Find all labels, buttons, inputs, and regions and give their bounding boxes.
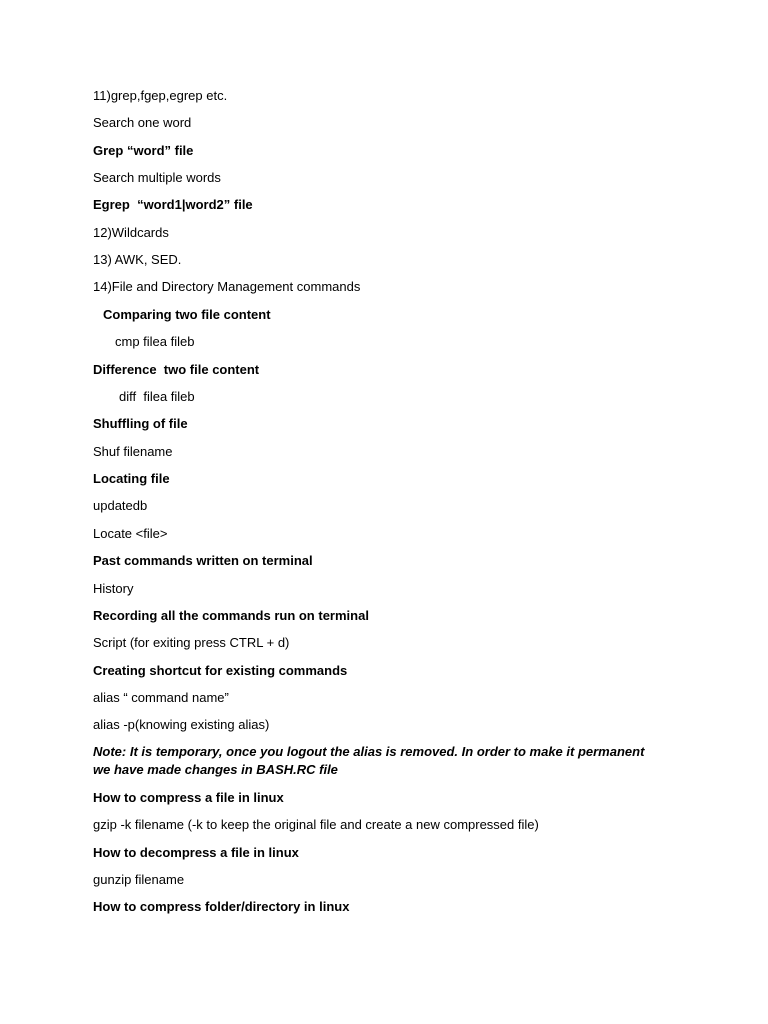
command-locate: Locate <file> (93, 526, 168, 541)
command-grep-word: Grep “word” file (93, 143, 194, 158)
label-locating-file: Locating file (93, 471, 170, 486)
label-compress-file: How to compress a file in linux (93, 790, 284, 805)
command-gzip: gzip -k filename (-k to keep the original file and create a new compressed file) (93, 817, 539, 832)
heading-file-directory-management: 14)File and Directory Management commands (93, 279, 361, 294)
command-diff: diff filea fileb (119, 389, 195, 404)
label-creating-shortcut: Creating shortcut for existing commands (93, 663, 348, 678)
command-gunzip: gunzip filename (93, 872, 185, 887)
label-comparing-files: Comparing two file content (103, 307, 271, 322)
command-cmp: cmp filea fileb (115, 334, 195, 349)
command-script: Script (for exiting press CTRL + d) (93, 635, 290, 650)
label-compress-folder: How to compress folder/directory in linux (93, 899, 350, 914)
label-recording-commands: Recording all the commands run on terminal (93, 608, 369, 623)
label-past-commands: Past commands written on terminal (93, 553, 313, 568)
heading-awk-sed: 13) AWK, SED. (93, 252, 182, 267)
label-difference-files: Difference two file content (93, 362, 260, 377)
command-alias-p: alias -p(knowing existing alias) (93, 717, 270, 732)
label-shuffling-file: Shuffling of file (93, 416, 188, 431)
command-history: History (93, 581, 134, 596)
command-egrep-words: Egrep “word1|word2” file (93, 197, 253, 212)
heading-grep-family: 11)grep,fgep,egrep etc. (93, 88, 228, 103)
text-search-multiple-words: Search multiple words (93, 170, 221, 185)
note-alias-temporary: Note: It is temporary, once you logout the alias is removed. In order to make it permanent we have made changes in BASH.RC file (93, 744, 645, 777)
heading-wildcards: 12)Wildcards (93, 225, 169, 240)
command-shuf: Shuf filename (93, 444, 173, 459)
text-search-one-word: Search one word (93, 115, 192, 130)
label-decompress-file: How to decompress a file in linux (93, 845, 299, 860)
command-alias: alias “ command name” (93, 690, 229, 705)
command-updatedb: updatedb (93, 498, 148, 513)
